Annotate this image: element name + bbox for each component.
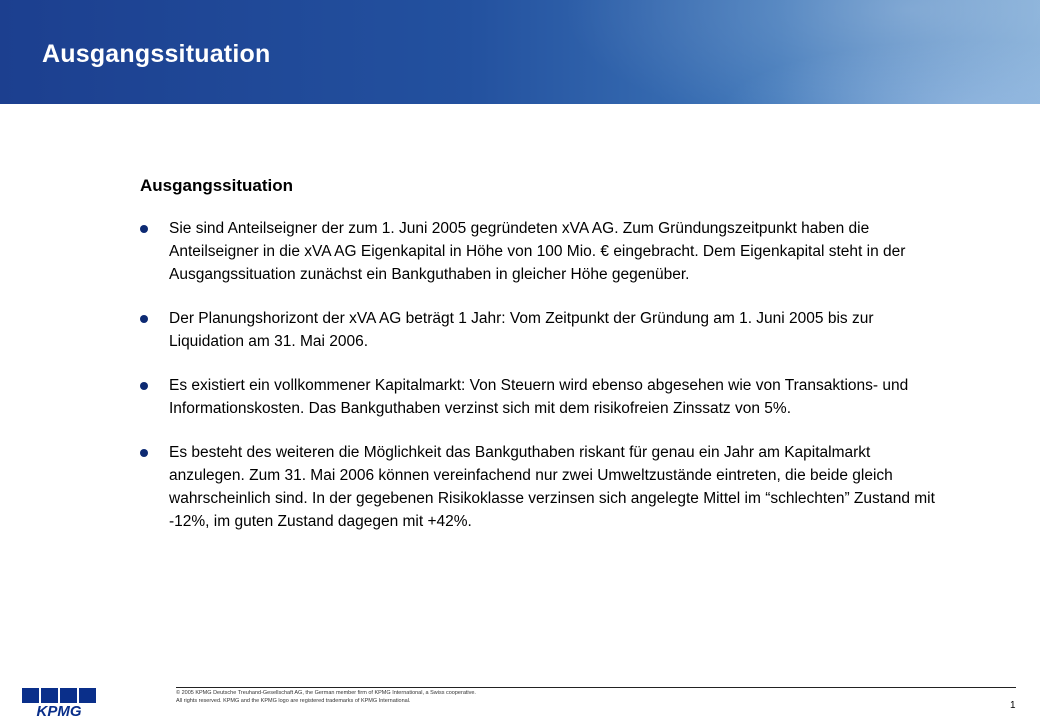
bullet-text: Sie sind Anteilseigner der zum 1. Juni 2005 gegründeten xVA AG. Zum Gründungszeitpunkt haben die Anteilseigner in die xVA AG Eigenkapital in Höhe von 100 Mio. € eingebracht. Dem Eigenkapital steht in der Ausgangssituation zunächst ein Bankguthaben in gleicher Höhe gegenüber.: [169, 220, 906, 283]
footer-trademark: All rights reserved. KPMG and the KPMG logo are registered trademarks of KPMG International.: [176, 697, 411, 704]
section-title: Ausgangssituation: [140, 176, 294, 195]
bullet-dot-icon: [140, 315, 148, 323]
footer-legal: [176, 690, 476, 705]
bullet-item: [140, 307, 940, 353]
bullet-item: [140, 441, 940, 533]
logo-box: [79, 688, 96, 703]
bullet-item: [140, 374, 940, 420]
footer-divider: [176, 687, 1016, 688]
bullet-text: Es besteht des weiteren die Möglichkeit das Bankguthaben riskant für genau ein Jahr am Kapitalmarkt anzulegen. Zum 31. Mai 2006 können vereinfachend nur zwei Umweltzustände eintreten, die beide gleich wahrscheinlich sind. In der gegebenen Risikoklasse verzinsen sich angelegte Mittel im “schlechten” Zustand mit -12%, im guten Zustand dagegen mit +42%.: [169, 444, 935, 530]
logo-box: [60, 688, 77, 703]
logo-box: [41, 688, 58, 703]
header-banner: [0, 0, 1040, 104]
main-content: [140, 176, 940, 554]
logo-box: [22, 688, 39, 703]
kpmg-logo: [22, 688, 98, 718]
bullet-text: Der Planungshorizont der xVA AG beträgt 1 Jahr: Vom Zeitpunkt der Gründung am 1. Juni 2005 bis zur Liquidation am 31. Mai 2006.: [169, 310, 874, 350]
page-title: Ausgangssituation: [42, 40, 271, 68]
bullet-dot-icon: [140, 382, 148, 390]
bullet-dot-icon: [140, 225, 148, 233]
bullet-item: [140, 217, 940, 286]
bullet-text: Es existiert ein vollkommener Kapitalmarkt: Von Steuern wird ebenso abgesehen wie von Transaktions- und Informationskosten. Das Bankguthaben verzinst sich mit dem risikofreien Zinssatz von 5%.: [169, 377, 909, 417]
logo-text: KPMG: [36, 703, 82, 718]
bullet-dot-icon: [140, 449, 148, 457]
footer-copyright: © 2005 KPMG Deutsche Treuhand-Gesellschaft AG, the German member firm of KPMG International, a Swiss cooperative.: [176, 690, 476, 696]
bullet-list: [140, 217, 940, 533]
page-number: 1: [1010, 700, 1016, 711]
